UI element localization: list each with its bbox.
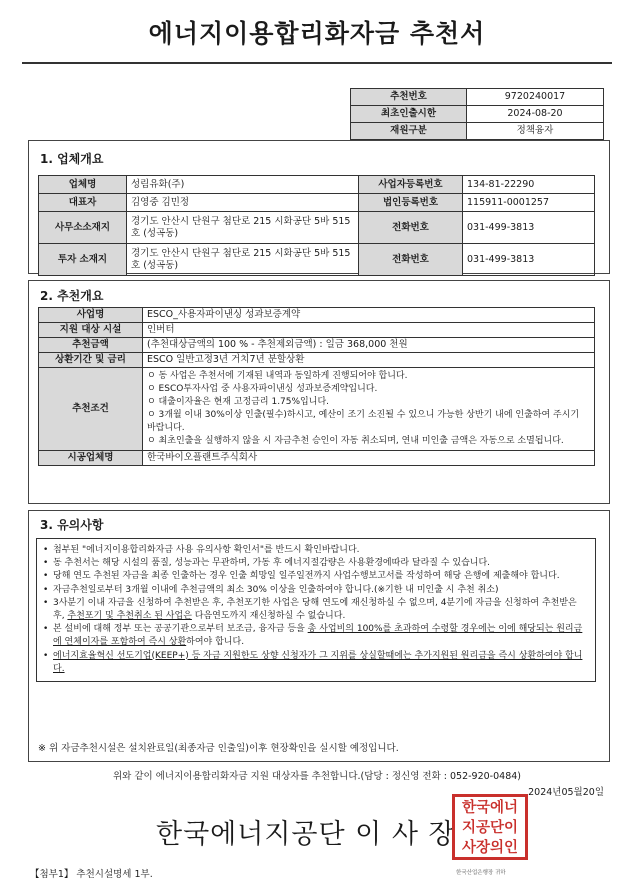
office-phone: 031-499-3813 (463, 212, 595, 244)
meta-label: 추천번호 (351, 89, 467, 106)
note-text: 본 설비에 대해 정부 또는 공공기관으로부터 보조금, 융자금 등을 (53, 624, 308, 635)
note-text: 하여야 합니다. (186, 637, 245, 648)
note-item (43, 623, 589, 649)
notes-list (36, 538, 596, 682)
office-address: 경기도 안산시 단원구 첨단로 215 시화공단 5바 515호 (성곡동) (127, 212, 359, 244)
issue-date: 2024년05월20일 (528, 787, 604, 798)
section-company-title: 1. 업체개요 (40, 152, 104, 166)
condition-item: ㅇ 3개월 이내 30%이상 인출(필수)하시고, 예산이 조기 소진될 수 있으니 가능한 상반기 내에 인출하여 주시기 바랍니다. (147, 410, 580, 433)
note-text: 당해 연도 추천된 자금을 최종 인출하는 경우 인출 희망일 일주일전까지 사업수행보고서를 작성하여 해당 은행에 제출해야 합니다. (53, 571, 560, 582)
ceo-name: 김영중 김민정 (127, 194, 359, 212)
company-table (38, 175, 595, 276)
section-recommend-title: 2. 추천개요 (40, 289, 104, 303)
title-divider (22, 62, 612, 64)
ceo-label: 대표자 (39, 194, 127, 212)
attachment-note: 【첨부1】 추천시설명세 1부. (30, 869, 153, 880)
corp-reg-number: 115911-0001257 (463, 194, 595, 212)
meta-row-fund-type (351, 123, 604, 140)
site-check-note: ※ 위 자금추천시설은 설치완료일(최종자금 인출일)이후 현장확인을 실시할 예정입니다. (38, 743, 399, 754)
meta-label: 재원구분 (351, 123, 467, 140)
condition-item: ㅇ 동 사업은 추천서에 기재된 내역과 동일하게 진행되어야 합니다. (147, 371, 408, 381)
invest-phone-label: 전화번호 (359, 244, 463, 276)
corp-reg-label: 법인등록번호 (359, 194, 463, 212)
official-seal (452, 794, 528, 860)
company-name: 성림유화(주) (127, 176, 359, 194)
seal-line: 한국에너 (461, 800, 519, 816)
meta-value: 9720240017 (467, 89, 604, 106)
term-label: 상환기간 및 금리 (39, 353, 143, 368)
document-title: 에너지이용합리화자금 추천서 (148, 19, 486, 48)
note-text: 총 사업비의 100%를 초과하여 수령할 경우에는 이에 해당되는 원리금에 연체이자를 포함하여 즉시 상환 (53, 624, 583, 648)
issuer-name: 한국에너지공단 이 사 장 (156, 819, 456, 850)
recommend-statement: 위와 같이 에너지이용합리화자금 지원 대상자를 추천합니다.(담당 : 정신영 전화 : 052-920-0484) (113, 771, 521, 782)
seal-line: 사장의인 (461, 840, 519, 856)
project-name: ESCO_사용자파이낸싱 성과보증계약 (143, 308, 595, 323)
recommend-table (38, 307, 595, 466)
office-address-label: 사무소소재지 (39, 212, 127, 244)
note-text: 에너지효율혁신 선도기업(KEEP+) 등 자금 지원한도 상향 신청자가 그 지위를 상실할때에는 추가지원된 원리금을 즉시 상환하여야 합니다. (53, 650, 583, 674)
conditions-list (143, 368, 595, 451)
contractor-label: 시공업체명 (39, 451, 143, 466)
note-text: 자금추천일로부터 3개월 이내에 추천금액의 최소 30% 이상을 인출하여야 합니다.(※기한 내 미인출 시 추천 취소) (53, 584, 499, 595)
meta-row-recommend-no (351, 89, 604, 106)
amount-label: 추천금액 (39, 338, 143, 353)
note-item (43, 584, 589, 597)
meta-label: 최초인출시한 (351, 106, 467, 123)
project-label: 사업명 (39, 308, 143, 323)
note-item (43, 557, 589, 570)
note-text: 추천포기 및 추천취소 된 사업은 (67, 611, 192, 622)
meta-table (350, 88, 604, 140)
biz-reg-number: 134-81-22290 (463, 176, 595, 194)
invest-address-label: 투자 소재지 (39, 244, 127, 276)
note-text: 다음연도까지 재신청하실 수 없습니다. (191, 611, 346, 622)
note-item (43, 570, 589, 583)
facility: 인버터 (143, 323, 595, 338)
note-item (43, 597, 589, 623)
seal-line: 지공단이 (461, 820, 519, 836)
meta-value: 정책융자 (467, 123, 604, 140)
condition-item: ㅇ 대출이자율은 현재 고정금리 1.75%입니다. (147, 397, 329, 407)
seal-caption: 한국산업은행장 귀하 (456, 870, 506, 876)
term: ESCO 일반고정3년 거치7년 분할상환 (143, 353, 595, 368)
office-phone-label: 전화번호 (359, 212, 463, 244)
note-text: 3사분기 이내 자금을 신청하여 추천받은 후, 추천포기한 사업은 당해 연도에 재신청하실 수 없으며, 4분기에 자금을 신청하여 추천받은 후, (53, 597, 577, 622)
company-name-label: 업체명 (39, 176, 127, 194)
section-notes-title: 3. 유의사항 (40, 518, 104, 532)
meta-row-first-withdrawal (351, 106, 604, 123)
note-item (43, 650, 589, 676)
facility-label: 지원 대상 시설 (39, 323, 143, 338)
note-text: 첨부된 "에너지이용합리화자금 사용 유의사항 확인서"를 반드시 확인바랍니다. (53, 545, 360, 555)
amount: (추천대상금액의 100 % - 추천제외금액) : 일금 368,000 천원 (143, 338, 595, 353)
note-text: 동 추천서는 해당 시설의 품질, 성능과는 무관하며, 가동 후 에너지절감량은 사용환경에따라 달라질 수 있습니다. (53, 558, 491, 569)
condition-item: ㅇ 최초인출을 실행하지 않을 시 자금추천 승인이 자동 취소되며, 연내 미인출 금액은 자동으로 소멸됩니다. (147, 436, 564, 446)
invest-address: 경기도 안산시 단원구 첨단로 215 시화공단 5바 515호 (성곡동) (127, 244, 359, 276)
meta-value: 2024-08-20 (467, 106, 604, 123)
invest-phone: 031-499-3813 (463, 244, 595, 276)
biz-reg-label: 사업자등록번호 (359, 176, 463, 194)
condition-item: ㅇ ESCO투자사업 중 사용자파이낸싱 성과보증계약입니다. (147, 384, 378, 394)
conditions-label: 추천조건 (39, 368, 143, 451)
note-item (43, 544, 589, 557)
contractor: 한국바이오플랜트주식회사 (143, 451, 595, 466)
